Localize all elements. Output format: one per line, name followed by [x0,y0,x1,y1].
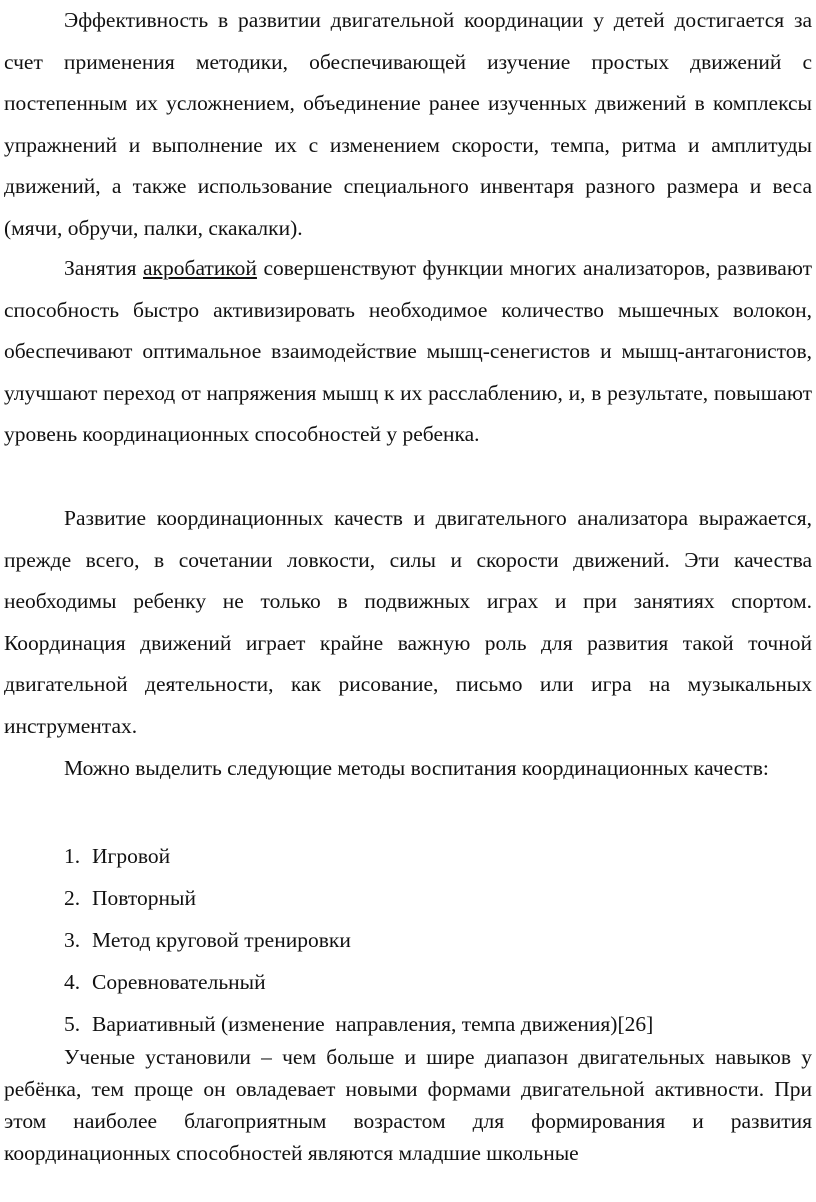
list-item-number: 4. [64,970,81,994]
list-item [64,877,653,919]
list-item-text: Метод круговой тренировки [92,928,351,952]
list-item [64,961,653,1003]
list-item-text: Игровой [92,844,171,868]
paragraph-coordination-effectiveness: Эффективность в развитии двигательной координации у детей достигается за счет применения методики, обеспечивающей изучение простых движений с постепенным их усложнением, объединение ранее изученных движений в комплексы упражнений и выполнение их с изменением скорости, темпа, ритма и амплитуды движений, а также использование специального инвентаря разного размера и веса (мячи, обручи, палки, скакалки). [4,8,812,240]
list-item-number: 5. [64,1012,81,1036]
paragraph-acrobatics-start: Занятия [64,256,144,280]
list-item-number: 3. [64,928,81,952]
acrobatics-link[interactable]: акробатикой [143,256,257,280]
list-item-text: Соревновательный [92,970,266,994]
paragraph-acrobatics [4,248,812,456]
paragraph-coordination-development: Развитие координационных качеств и двигательного анализатора выражается, прежде всего, в сочетании ловкости, силы и скорости движений. Эти качества необходимы ребенку не только в подвижных играх и при занятиях спортом. Координация движений играет крайне важную роль для развития такой точной двигательной деятельности, как рисование, письмо или игра на музыкальных инструментах. [4,506,812,738]
list-item [64,1003,653,1045]
paragraph-acrobatics-rest: совершенствуют функции многих анализаторов, развивают способность быстро активизировать необходимое количество мышечных волокон, обеспечивают оптимальное взаимодействие мышц-сенегистов и мышц-антагонистов, улучшают переход от напряжения мышц к их расслаблению, и, в результате, повышают уровень координационных способностей у ребенка. [4,256,812,446]
paragraph-methods-intro: Можно выделить следующие методы воспитания координационных качеств: [64,756,769,780]
list-item [64,919,653,961]
list-item-number: 2. [64,886,81,910]
list-item-text: Повторный [92,886,196,910]
list-item [64,835,653,877]
paragraph-scientists-findings: Ученые установили – чем больше и шире диапазон двигательных навыков у ребёнка, тем проще он овладевает новыми формами двигательной активности. При этом наиболее благоприятным возрастом для формирования и развития координационных способностей являются младшие школьные [4,1045,812,1165]
list-item-number: 1. [64,844,81,868]
list-item-text: Вариативный (изменение направления, темпа движения)[26] [92,1012,654,1036]
methods-list [64,835,653,1045]
